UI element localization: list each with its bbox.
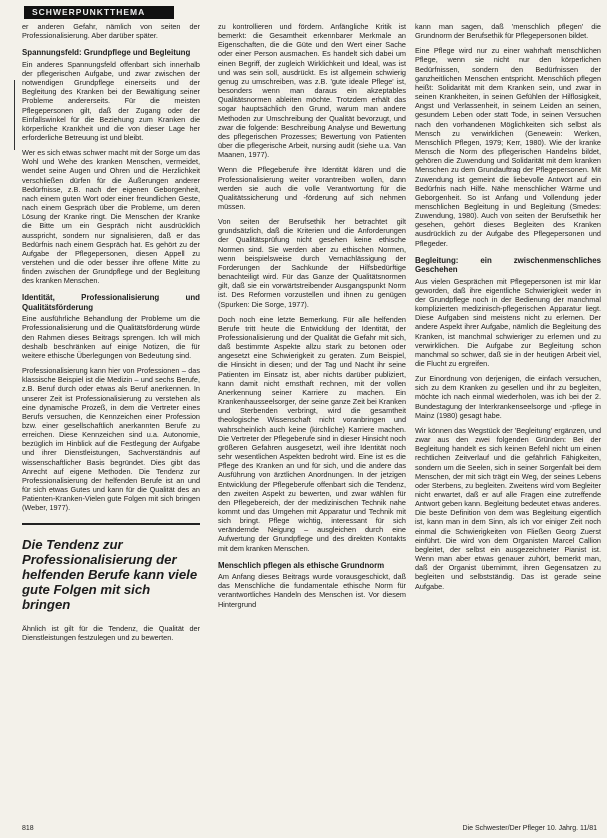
paragraph: Eine Pflege wird nur zu einer wahrhaft menschlichen Pflege, wenn sie nicht nur den körperlichen Bedürfnissen, sondern den Bedürfnissen der ganzheitlichen Menschen entspricht. Menschlich pflegen heißt: Solidarität mit dem Kranken sein, und zwar in seinen Krankheiten, in seinen Gefühlen der Hilflosigkeit, Angst und Verlassenheit, in seinem Leiden an seinen, gesundem Leben oder statt Tode, in seinen Versuchen nach den vorhandenen Möglichkeiten sich selbst als Mensch zu verwirklichen (Genewein: Werken, Menschlich Pflegen, 1979; Kerr, 1980). Wie der kranke Mensch die Norm des pflegerischen Handelns bildet, gehören die Zuwendung und Solidarität mit dem kranken Menschen zu dem Grundauftrag der Pflegepersonen. Mit Zuwendung ist gemeint die liebevolle Antwort auf ein Bedürfnis nach Hilfe. Nähe menschlicher Wärme und Geborgenheit. So ist Anfang und Vollendung jeder menschlichen Begleitung in und Begleitung (Smedes: Zuwendung, 1980). Auch von seiten der Berufsethik her gesehen, gehört dieses Begleiten des Kranken ausdrücklich zu der Aufgabe des Pflegepersonen und Pflegeder.	[415, 46, 601, 248]
pull-quote: Die Tendenz zur Professionalisierung der helfenden Berufe kann viele gute Folgen mit sich bringen	[22, 536, 198, 612]
section-heading: Menschlich pflegen als ethische Grundnorm	[218, 560, 385, 570]
section-rubric	[24, 6, 174, 19]
paragraph: Eine ausführliche Behandlung der Probleme um die Professionalisierung und die Qualitätsförderung würde den Rahmen dieses Beitrags sprengen. Ich will mich deshalb beschränken auf einige Notizen, die für weitere ethische Überlegungen von Bedeutung sind.	[22, 314, 200, 360]
paragraph: zu kontrollieren und fördern. Anfängliche Kritik ist bemerkt: die Gesamtheit erkennbarer Merkmale an Eigenschaften, die die Güte und den Wert einer Sache oder einer Person ausmachen. Es handelt sich dabei um einen Begriff, der zugleich Wirklichkeit und Ideal, was ist und was sein soll, ausdrückt. Es ist allgemein schwierig genug zu umschreiben, was z.B. 'gute ideale Pflege' ist, besonders wenn man daraus ein akzeptables Qualitätsnormen ableiten möchte. Trotzdem erhält das sogar hauptsächlich den Grund, warum man andere Methoden zur Umschreibung der Qualität bevorzugt, und zwar die folgende: Beschreibung Analyse und Bewertung des pflegerischen Prozesses; Bewertung von Patienten über die pflegerische Arbeit, nursing audit (siehe u.a. Van Maanen, 1977).	[218, 22, 406, 160]
journal-source: Die Schwester/Der Pfleger 10. Jahrg. 11/81	[462, 825, 597, 832]
paragraph: Professionalisierung kann hier von Professionen – das klassische Beispiel ist die Medizin – und sechs Berufe, z.B. Beruf durch oder etwas als Beruf anerkennen. In unserer Zeit ist Professionalisierung zu verstehen als eine dynamische Prozeß, in dem die Vertreter eines Berufs versuchen, die Kennzeichen einer Profession bzw. einer gesellschaftlich anerkannten Berufe zu erreichen. Diese Kennzeichen sind u.a. Autonomie, bezüglich im Hinblick auf die Festlegung der Aufgabe und ihrer Dienstleistungen, Sachverständnis auf wissenschaftlicher Basis begründet. Dies gibt das Anrecht auf eigene Methoden. Die Tendenz zur Professionalisierung der helfenden Berufe ist an und für sich etwas Gutes und kann für die Qualität des an Patienten-Kranken-Vielen gute Folgen mit sich bringen (Weber, 1977).	[22, 366, 200, 513]
paragraph: Zur Einordnung von derjenigen, die einfach versuchen, sich zu dem Kranken zu gesellen und ihr zu begleiten, möchte ich nach einmal wiederholen, was ich bei der 2. Bundestagung der Interkrankenseelsorge und -pflege in Mainz (1980) gesagt habe.	[415, 374, 601, 420]
paragraph: Am Anfang dieses Beitrags wurde vorausgeschickt, daß das Menschliche die fundamentale ethische Norm für verantwortliches Handeln des Menschen ist. Vor diesem Hintergrund	[218, 572, 406, 609]
column-3	[415, 22, 601, 812]
column-1	[22, 22, 200, 812]
paragraph: Ähnlich ist gilt für die Tendenz, die Qualität der Dienstleistungen festzulegen und zu bewerten.	[22, 623, 200, 642]
section-heading: Identität, Professionalisierung und Qualitätsförderung	[22, 293, 200, 312]
paragraph: Wer es sich etwas schwer macht mit der Sorge um das Wohl und Wehe des kranken Menschen, vermeidet, wendet seine Augen und Ohren und die Herzlichkeit verschließen dürfen für die Äußerungen anderer Bedürfnisse, z.B. nach der eigenen Geborgenheit, nach einem guten Wort oder einer freundlichen Geste, nach einem Gespräch über die Probleme, um deren Lösung der Kranke ringt. Die Menschen der Kranke die Bitte um ein Gespräch nicht ausdrücklich ausspricht, sondern nur signalisieren, daß er das Bedürfnis nach einem Gespräch hat. Es gehört zu der Aufgabe der Pflegepersonen, diesen Appell zu verstehen und die oder besser ihre offene Mitte zu finden zwischen der Grundpflege und der Begleitung des kranken Menschen.	[22, 148, 200, 286]
pullquote-rule	[22, 523, 200, 525]
paragraph: Aus vielen Gesprächen mit Pflegepersonen ist mir klar geworden, daß ihre eigentliche Schwierigkeit weder in der Grundpflege noch in der Bedienung der manchmal komplizierten medizinisch-pflegerischen Apparatur liegt. Diese Aufgaben sind meistens nicht zu erlernen. Der andere Aspekt ihrer Aufgabe, nämlich die Begleitung des Kranken, ist manchmal schwieriger zu erlernen und zu verwirklichen. Die Aufgabe zur Begleitung schon manchmal so schwer, daß sie in der heutigen Arbeit viel, die Flucht zu ergreifen.	[415, 276, 601, 368]
paragraph: Von seiten der Berufsethik her betrachtet gilt grundsätzlich, daß die Kriterien und die Anforderungen der Qualitätsprüfung nicht gesehen keine ethische Normen sind. Sie werden aber zu ethischen Normen, wenn beispielsweise durch Vernachlässigung der Forderungen der Sachkunde der Hilfsbedürftige benachteiligt wird. Für das Ganze der Qualitätsnormen gilt, daß sie ein vorwärtstreibender Ausgangspunkt Norm ist. Des Reformen vorzustellen und ihnen zu genügen (Spurken: Die Sorge, 1977).	[218, 217, 406, 309]
paragraph: Ein anderes Spannungsfeld offenbart sich innerhalb der pflegerischen Aufgabe, und zwar zwischen der notwendigen Grundpflege einerseits und der Begleitung des Kranken bei der Bewältigung seiner Probleme andererseits. Für die meisten Pflegepersonen gilt, daß der Zugang oder der Einfallswinkel für die Beziehung zum Kranken die körperliche Krankheit und die von dieser Lage her erforderliche Betreuung ist und bleibt.	[22, 59, 200, 142]
section-heading: Spannungsfeld: Grundpflege und Begleitung	[22, 48, 191, 58]
page-number: 818	[22, 825, 34, 832]
margin-mark	[14, 80, 15, 150]
rubric-label: SCHWERPUNKTTHEMA	[32, 7, 146, 17]
paragraph: Wir können das Wegstück der 'Begleitung' ergänzen, und zwar aus den zwei folgenden Gründen: Bei der Begleitung handelt es sich keinen Befehl nicht um einen rechtlichen Zeitverlauf und die gefährlich Fähigkeiten, sondern um die Seelen, sich in seiner Sorgenfalt bei dem Menschen, der mit sich trägt ein Weg, der seines Lebens oder Sterbens, zu begleiten. Zweitens wird vom Begleiter nicht erwartet, daß er auf alle Fragen eine zutreffende Antwort geben kann. Begleitung bedeutet etwas anderes. Die beste Definition von dem was Begleitung eigentlich ist, kann man in dem Sinn, als ich vor einiger Zeit noch einmal die Schwierigkeiten von Fließen Georg Zuerst einführt. Die wird von dem Organisten Marcel Callion begleitet, der selbst ein ausgezeichneter Pianist ist. Wenn man aber etwas genauer zuhört, bemerkt man, daß der Organist übernimmt, ihren Gegensatzen zu begleiten und selbstständig. Das ist gerade seine Aufgabe.	[415, 425, 601, 591]
paragraph: Doch noch eine letzte Bemerkung. Für alle helfenden Berufe tritt heute die Entwicklung der Identität, der Professionalisierung und der Qualität die Gefahr mit sich, daß bestimmte Aspekte allzu stark zu betonen oder angesetzt eine Schwierigkeit zu geraten. Zum Beispiel, die Hinsicht in diesen; und der Tag und Nacht ihr seine Patienten im Einsatz ist, aber nichts darüber publiziert, kann damit nicht ernsthaft rechnen, mit der vollen Anerkennung seiner Karriere zu machen. Ein Krankenhausseelsorger, der seine ganze Zeit bei Kranken und Sterbenden verbringt, wird die gesamtheit theologische Wissenschaft nicht voranbringen und wahrscheinlich auch keine (kirchliche) Karriere machen. Die Vertreter der Pflegeberufe sind in dieser Hinsicht noch größeren Gefahren ausgesetzt, weil ihre Identität noch sehr wesentlichen Aspekten bedroht wird. Eine ist es die Pflege des Kranken an und für sich, und die andere das Ausführung von ärztlichen Anordnungen. In der jetzigen Entwicklung der Pflegeberufe offenbart sich die Tendenz, den zweiten Aspekt zu bewerten, und zwar wählen für den Pflegebereich, der der medizinischen Technik nahe kommt und das Umgehen mit Apparatur und Technik mit sich bringt. Pflege wichtig, interessant für sich verändernde Neigung – ausgleichen durch eine Aufwertung der Grundpflege und des direkten Kontakts mit dem kranken Menschen.	[218, 314, 406, 553]
paragraph: Wenn die Pflegeberufe ihre Identität klären und die Professionalisierung weiter vorantreiben wollen, dann werden sie auch die volle Verantwortung für die Qualitätssicherung und -förderung auf sich nehmen müssen.	[218, 165, 406, 211]
column-2	[218, 22, 406, 812]
paragraph: er anderen Gefahr, nämlich von seiten der Professionalisierung. Aber darüber später.	[22, 22, 200, 41]
paragraph: kann man sagen, daß 'menschlich pflegen' die Grundnorm der Berufsethik für Pflegepersonen bildet.	[415, 22, 601, 41]
section-heading: Begleitung: ein zwischenmenschliches Geschehen	[415, 255, 601, 275]
